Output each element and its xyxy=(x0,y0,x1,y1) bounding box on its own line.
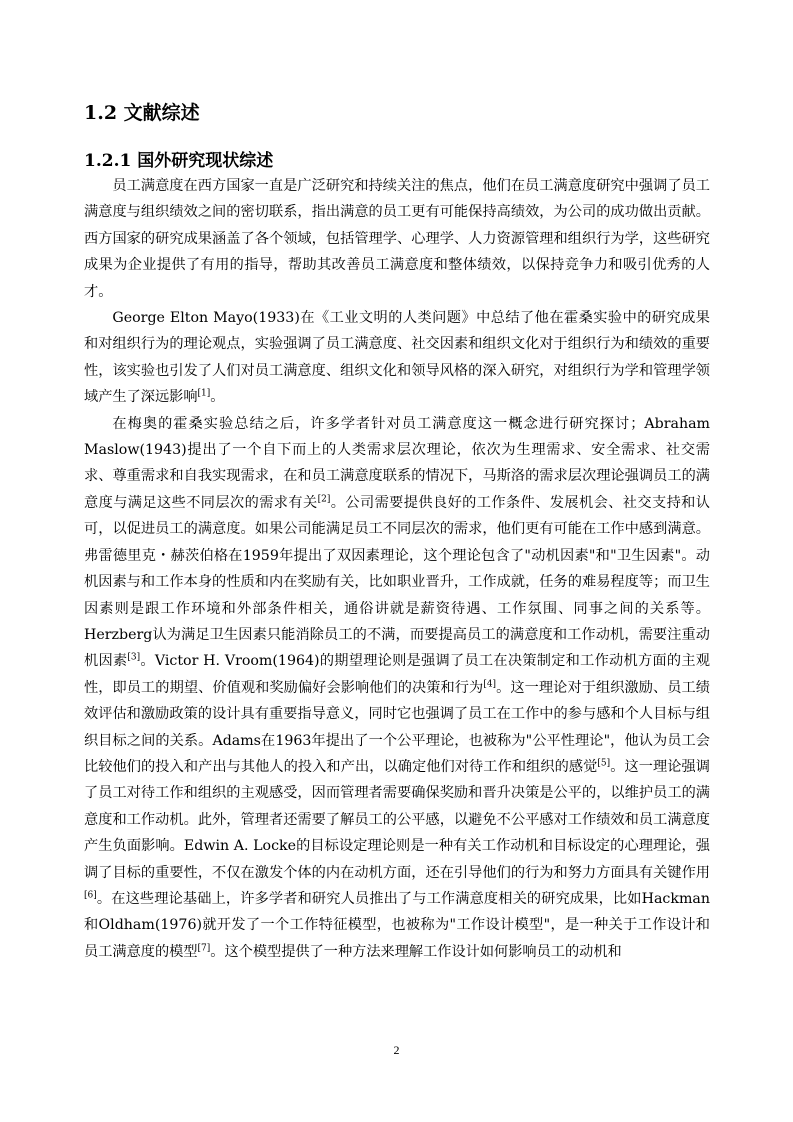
paragraph-3-text-e: 。这一理论强调了员工对待工作和组织的主观感受，因而管理者需要确保奖励和晋升决策是公平的，以维护员工的满意度和工作动机。此外，管理者还需要了解员工的公平感，以避免不公平感对工作绩效和员工满意度产生负面影响。Edwin A. Locke的目标设定理论则是一种有关工作动机和目标设定的心理理论，强调了目标的重要性，不仅在激发个体的内在动机方面，还在引导他们的行为和努力方面具有关键作用 xyxy=(84,758,710,881)
section-heading: 1.2 文献综述 xyxy=(84,102,200,124)
citation-ref: [6] xyxy=(84,890,97,901)
citation-ref: [1] xyxy=(197,388,211,399)
body-text xyxy=(84,173,710,965)
citation-ref: [7] xyxy=(197,943,211,954)
page-number: 2 xyxy=(393,1043,400,1057)
citation-ref: [5] xyxy=(597,758,611,769)
paragraph-2-end: 。 xyxy=(210,389,225,406)
paragraph-1 xyxy=(84,173,710,305)
paragraph-3-text-a: 在梅奥的霍桑实验总结之后，许多学者针对员工满意度这一概念进行研究探讨；Abraham Maslow(1943)提出了一个自下而上的人类需求层次理论，依次为生理需求、安全需求、社交需求、尊重需求和自我实现需求，在和员工满意度联系的情况下，马斯洛的需求层次理论强调员工的满意度与满足这些不同层次的需求有关 xyxy=(84,415,710,511)
paragraph-2 xyxy=(84,305,710,411)
citation-ref: [2] xyxy=(317,494,331,505)
citation-ref: [3] xyxy=(127,652,141,663)
paragraph-3-text-b: 。公司需要提供良好的工作条件、发展机会、社交支持和认可，以促进员工的满意度。如果公司能满足员工不同层次的需求，他们更有可能在工作中感到满意。弗雷德里克・赫茨伯格在1959年提出了双因素理论，这个理论包含了"动机因素"和"卫生因素"。动机因素与和工作本身的性质和内在奖励有关，比如职业晋升，工作成就，任务的难易程度等；而卫生因素则是跟工作环境和外部条件相关，通俗讲就是薪资待遇、工作氛围、同事之间的关系等。Herzberg认为满足卫生因素只能消除员工的不满，而要提高员工的满意度和工作动机，需要注重动机因素 xyxy=(84,494,710,670)
paragraph-3 xyxy=(84,411,710,966)
citation-ref: [4] xyxy=(483,678,497,689)
paragraph-3-text-f: 。在这些理论基础上，许多学者和研究人员推出了与工作满意度相关的研究成果，比如Hackman和Oldham(1976)就开发了一个工作特征模型，也被称为"工作设计模型"，是一种关于工作设计和员工满意度的模型 xyxy=(84,890,710,960)
paragraph-3-text-d: 。这一理论对于组织激励、员工绩效评估和激励政策的设计具有重要指导意义，同时它也强调了员工在工作中的参与感和个人目标与组织目标之间的关系。Adams在1963年提出了一个公平理论，也被称为"公平性理论"，他认为员工会比较他们的投入和产出与其他人的投入和产出，以确定他们对待工作和组织的感觉 xyxy=(84,679,710,775)
subsection-heading: 1.2.1 国外研究现状综述 xyxy=(84,151,274,171)
paragraph-1-text: 员工满意度在西方国家一直是广泛研究和持续关注的焦点，他们在员工满意度研究中强调了员工满意度与组织绩效之间的密切联系，指出满意的员工更有可能保持高绩效，为公司的成功做出贡献。西方国家的研究成果涵盖了各个领域，包括管理学、心理学、人力资源管理和组织行为学，这些研究成果为企业提供了有用的指导，帮助其改善员工满意度和整体绩效，以保持竞争力和吸引优秀的人才。 xyxy=(84,178,710,300)
paragraph-3-text-c: 。Victor H. Vroom(1964)的期望理论则是强调了员工在决策制定和工作动机方面的主观性，即员工的期望、价值观和奖励偏好会影响他们的决策和行为 xyxy=(84,653,710,696)
paragraph-2-text: George Elton Mayo(1933)在《工业文明的人类问题》中总结了他在霍桑实验中的研究成果和对组织行为的理论观点，实验强调了员工满意度、社交因素和组织文化对于组织行为和绩效的重要性，该实验也引发了人们对员工满意度、组织文化和领导风格的深入研究，对组织行为学和管理学领域产生了深远影响 xyxy=(84,310,710,406)
paragraph-3-text-g: 。这个模型提供了一种方法来理解工作设计如何影响员工的动机和 xyxy=(210,943,622,960)
